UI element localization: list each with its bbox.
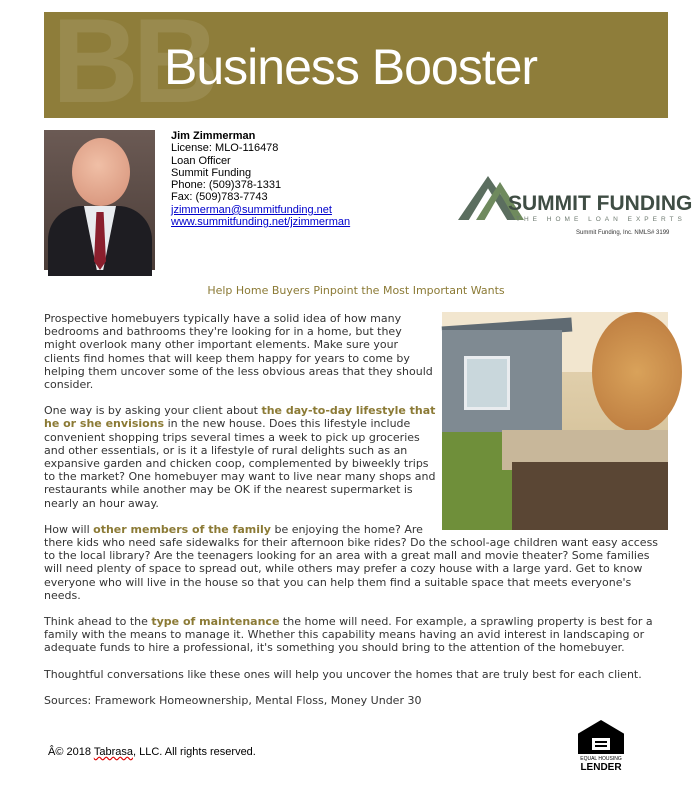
agent-company: Summit Funding (171, 166, 252, 179)
agent-license: License: MLO-116478 (171, 142, 279, 155)
article-headline: Help Home Buyers Pinpoint the Most Important Wants (207, 284, 505, 297)
banner-title: Business Booster (164, 39, 538, 95)
logo-tagline: THE HOME LOAN EXPERTS (516, 216, 686, 223)
agent-role: Loan Officer (171, 154, 231, 167)
sources: Sources: Framework Homeownership, Mental Floss, Money Under 30 (44, 693, 422, 707)
article-body (44, 312, 668, 720)
agent-phone: Phone: (509)378-1331 (171, 179, 282, 192)
copyright-footer: Â© 2018 Tabrasa, LLC. All rights reserved. (48, 746, 256, 758)
highlight-family: other members of the family (93, 522, 271, 536)
agent-website-link[interactable]: www.summitfunding.net/jzimmerman (171, 216, 351, 229)
agent-email-link[interactable]: jzimmerman@summitfunding.net (171, 203, 332, 216)
equal-housing-lender-logo: EQUAL HOUSING LENDER (578, 720, 624, 772)
agent-contact-block (171, 130, 350, 228)
logo-brand: SUMMIT FUNDING (508, 192, 692, 215)
footer-brand: Tabrasa (93, 746, 133, 758)
paragraph-maintenance: Think ahead to the type of maintenance the home will need. For example, a sprawling property is best for a family with the means to manage it. Whether this capability means having an avid interest in landscaping or adequate funds to hire a professional, it's something you should bring to the attention of the homebuyer. (44, 615, 653, 655)
agent-photo (44, 130, 155, 270)
agent-name: Jim Zimmerman (171, 130, 256, 142)
paragraph-intro: Prospective homebuyers typically have a solid idea of how many bedrooms and bathrooms they're looking for in a home, but they might overlook many other important elements. Make sure your clients find homes that will keep them happy for years to come by helping them uncover some of the less obvious areas that they should consider. (44, 312, 433, 392)
logo-nmls: Summit Funding, Inc. NMLS# 3199 (576, 230, 670, 236)
highlight-lifestyle: the day-to-day lifestyle that he or she envisions (44, 404, 436, 431)
header-banner (44, 0, 668, 128)
summit-funding-logo (458, 172, 692, 242)
paragraph-lifestyle: One way is by asking your client about the day-to-day lifestyle that he or she envisions in the new house. Does this lifestyle include convenient shopping trips several times a week to pick up groceries and other essentials, or is it a lifestyle of rural delights such as an expansive garden and chicken coop, complemented by biweekly trips to the market? One homebuyer may want to live near many shops and restaurants while another may be OK if the nearest supermarket is nearly an hour away. (44, 404, 436, 510)
banner-watermark: BB (52, 0, 214, 128)
highlight-maintenance: type of maintenance (151, 615, 280, 629)
agent-fax: Fax: (509)783-7743 (171, 191, 268, 204)
paragraph-family: How will other members of the family be enjoying the home? Are there kids who need safe sidewalks for their afternoon bike rides? Do the school-age children want easy access to the local library? Are the teenagers looking for an area with a great mall and movie theater? Some families will need plenty of space to spread out, while others may prefer a cozy house with a large yard. Get to know everyone who will live in the house so that you can help them find a suitable space that meets everyone's needs. (44, 522, 659, 602)
paragraph-conclusion: Thoughtful conversations like these ones will help you uncover the homes that are truly best for each client. (44, 667, 642, 681)
